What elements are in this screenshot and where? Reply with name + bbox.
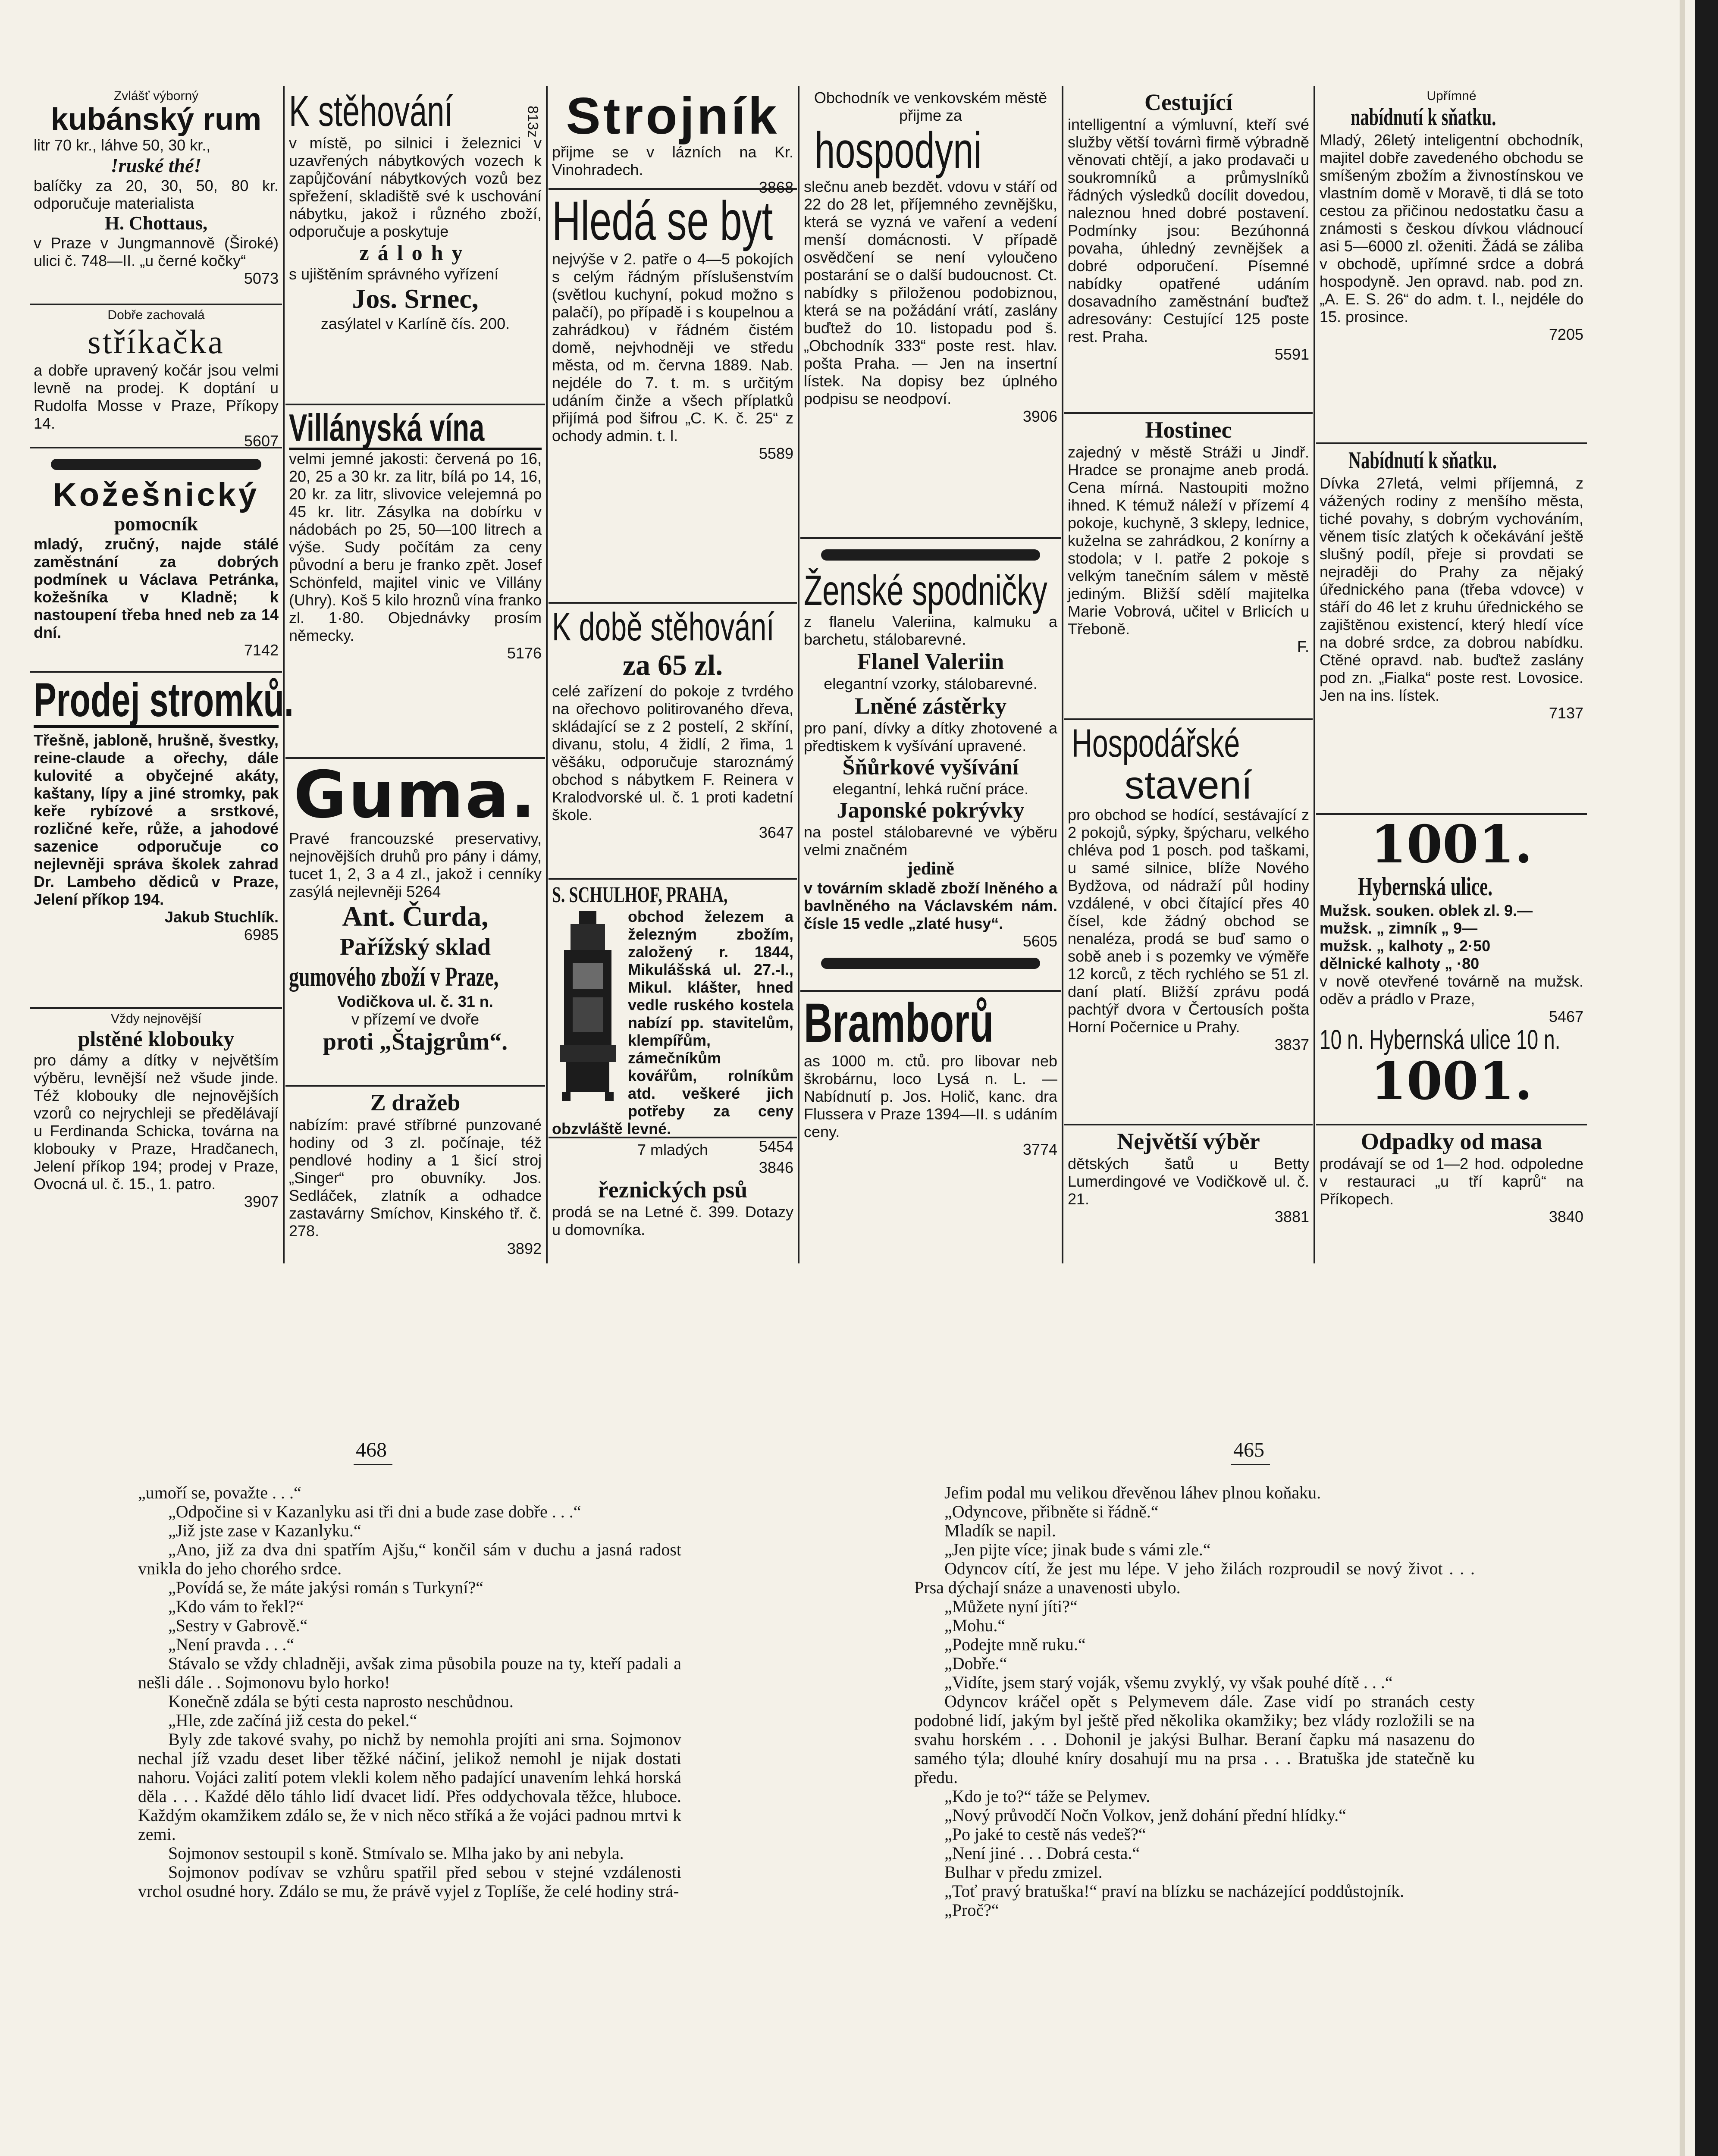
decorative-rule (821, 958, 1040, 969)
ad-text: prodávají se od 1—2 hod. odpoledne v restauraci „u tří kaprů“ na Příkopech. (1320, 1155, 1583, 1208)
ad-strojnik (549, 86, 797, 196)
ad-kicker: 7 mladých (637, 1141, 709, 1159)
ad-title: Hospodářské (1071, 721, 1240, 765)
ad-column-3 (549, 86, 797, 1263)
ad-title: K stěhování (289, 87, 453, 135)
advertisement-section (30, 86, 1587, 1263)
paragraph: „Povídá se, že máte jakýsi román s Turkyní?“ (168, 1578, 483, 1597)
ad-title: hospodyni (815, 122, 982, 179)
column-rule (546, 86, 548, 1263)
paragraph: „Mohu.“ (944, 1616, 1006, 1635)
paragraph: „Již jste zase v Kazanlyku.“ (168, 1521, 361, 1540)
paragraph: Konečně zdála se býti cesta naprosto neschůdnou. (168, 1692, 514, 1711)
ad-rezniccy-psi (549, 1138, 797, 1255)
ad-title: 1001. (1370, 814, 1533, 875)
ad-text: celé zařízení do pokoje z tvrdého na ořechovo politirovaného dřeva, skládající se z 2 postelí, 2 skříní, divanu, stolu, 4 židlí, 2 řima, 1 věšáku, odporučuje staroznámý obchod s nábytkem F. Reinera v Kralodvorské ul. č. 1 proti kadetní škole. (552, 682, 793, 824)
ad-text: pro obchod se hodící, sestávající z 2 pokojů, sýpky, špýcharu, velkého chléva pod 1 posch. pod taškami, u samé silnice, blíže Nového Bydžova, od nádraží půl hodiny vzdálené, v obci čítající přes 40 čísel, kde žádný obchod se nenaléza, prodá se buď samo o sobě aneb i s pozemky ve výměře 12 korců, z těch rychlého se 51 zl. daní platí. Bližší zprávu podá pachtýř dvora v Čertousích pošta Horní Počernice u Prahy. (1068, 806, 1309, 1036)
ad-subtitle: zálohy (359, 241, 471, 265)
paragraph: „Toť pravý bratuška!“ praví na blízku se nacházející poddůstojník. (944, 1881, 1404, 1901)
ad-number: 7137 (1549, 704, 1583, 722)
ad-emphasis: jedině (907, 859, 954, 879)
ad-text: litr 70 kr., láhve 50, 30 kr., (34, 136, 211, 154)
ad-number: 7142 (244, 641, 279, 659)
ad-number: 5605 (1022, 932, 1057, 950)
ad-text: v místě, po silnici i železnici v uzavřených nábytkových vozech k zapůjčování nábytkových vozů bez spřežení, skladiště své k uschování nábytku, jakož i různého zboží, odporučuje a poskytuje (289, 134, 542, 240)
ad-cestujici (1064, 86, 1313, 414)
ad-subtitle: pomocník (114, 512, 198, 535)
ad-title: stříkačka (88, 323, 225, 360)
ad-title: Hledá se byt (552, 190, 773, 252)
ad-text: balíčky za 20, 30, 50, 80 kr. odporučuje materialista (34, 176, 279, 212)
ad-title: Hostinec (1145, 417, 1232, 443)
ad-number: 3774 (1022, 1141, 1057, 1159)
ad-kicker: Upřímné (1426, 89, 1477, 103)
ad-number: 7205 (1549, 326, 1583, 343)
ad-text: dětských šatů u Betty Lumerdingové ve Vodičkově ul. č. 21. (1068, 1155, 1309, 1208)
ad-text: as 1000 m. ctů. pro libovar neb škrobárnu, loco Lysá n. L. — Nabídnutí p. Jos. Holič, kanc. dra Flussera v Praze 1394—II. s udáním ceny. (804, 1052, 1057, 1141)
ad-brambory (800, 992, 1061, 1220)
ad-title: kubánský rum (50, 102, 262, 137)
ad-number: 5589 (759, 445, 793, 463)
paragraph: Byly zde takové svahy, po nichž by nemohla projíti ani srna. Sojmonov nechal jíž vzadu deset liber těžké náčiní, jelikož nemohl je nijak dostati nahoru. Vojáci zalití potem vlekli kolem něho padající unavením lehká horská děla . . . Každé dělo táhlo lidí dvacet lidí. Přes oddychovala těžce, hluboce. Každým okamžikem zdálo se, že v nich něco stříká a že vojáci padnou mrtvi k zemi. (138, 1730, 681, 1844)
ad-villanyska-vina (285, 405, 545, 759)
page-number-right: 465 (1233, 1438, 1264, 1461)
ad-hospodyne (800, 86, 1061, 539)
paragraph: „Sestry v Gabrově.“ (168, 1616, 308, 1635)
ad-kicker: Zvlášť výborný (113, 89, 199, 103)
ad-text: pro paní, dívky a dítky zhotovené a předtiskem k vyšívání upravené. (804, 719, 1057, 755)
ad-text: Třešně, jabloně, hrušně, švestky, reine-claude a ořechy, dále kulovité a obyčejné akáty, kaštany, lípy a jiné stromky, pak keře rybízové a srstkové, rozličné keře, růže, a jahodové sazenice odporučuje co nejlevněji správa školek zahrad Dr. Lambeho dědiců v Praze, Jelení příkop 194. (34, 731, 279, 908)
ad-title: Strojník (566, 87, 780, 145)
ad-title: K době stěhování (552, 605, 774, 649)
paragraph: „Odyncove, přibněte si řádně.“ (944, 1502, 1159, 1521)
paragraph: Stávalo se vždy chladněji, avšak zima působila pouze na ty, kteří padali a nešli dále . . Sojmonovu bylo horko! (138, 1654, 681, 1692)
paragraph: Mladík se napil. (944, 1521, 1056, 1540)
ad-text: na postel stálobarevné ve výběru velmi značném (804, 823, 1057, 859)
ad-subtitle: Šňůrkové vyšívání (842, 755, 1019, 780)
ad-zenske-spodnicky (800, 539, 1061, 992)
paragraph: „Podejte mně ruku.“ (944, 1635, 1086, 1654)
ad-number: 3907 (244, 1193, 279, 1210)
ad-text: prodá se na Letné č. 399. Dotazy u domovníka. (552, 1203, 793, 1238)
ad-price-row: mužsk. „ zimník „ 9— (1320, 919, 1478, 937)
ad-text: zasýlatel v Karlíně čís. 200. (320, 315, 510, 332)
ad-text: s ujištěním správného vyřízení (289, 265, 499, 283)
paragraph: „Není pravda . . .“ (168, 1635, 295, 1654)
ad-side-number: 813z (524, 105, 541, 138)
ad-uprimne-nabidnuti (1316, 86, 1587, 444)
ad-subtitle: Flanel Valeriin (857, 648, 1004, 674)
ad-subtitle: Pařížský sklad (339, 933, 491, 960)
ad-kicker: Vždy nejnovější (110, 1012, 202, 1026)
ad-text: a dobře upravený kočár jsou velmi levně na prodej. K doptání u Rudolfa Mosse v Praze, Příkopy 14. (34, 361, 279, 432)
ad-subtitle: proti „Štajgrům“. (323, 1028, 508, 1055)
ad-hybernska-1001 (1316, 815, 1587, 1125)
ad-text: nejvýše v 2. patře o 4—5 pokojích s celým řádným příslušenstvím (světlou kuchyní, pokud možno s palačí), po případě i s koupelnou a zahrádkou) v řádném čistém domě, nejvhodněji ve středu města, od m. června 1889. Nab. nejdéle do 7. t. m. s určitým udáním činže a všech příplatků přijímá pod šifrou „C. K. č. 25“ z ochody admin. t. l. (552, 250, 793, 445)
ad-number: 3846 (759, 1159, 793, 1176)
paragraph: „Není jiné . . . Dobrá cesta.“ (944, 1843, 1140, 1863)
ad-text: obchod železem a železným zbožím, založený r. 1844, Mikulášská ul. 27.-I., Mikul. klášter, hned vedle ruského kostela nabízí pp. stavitelům, klempířům, zámečníkům kovářům, rolníkům atd. veškeré jich potřeby za ceny obzvláště levné. (552, 908, 793, 1138)
ad-column-5 (1064, 86, 1313, 1263)
ad-text: Obchodník ve venkovském městě přijme za (814, 89, 1047, 124)
ad-text: v továrním skladě zboží lněného a bavlněného na Václavském nám. čísle 15 vedle „zlaté husy“. (804, 879, 1057, 932)
ad-klobouky (30, 1009, 282, 1263)
ad-number: 3647 (759, 823, 793, 841)
ad-title: S. SCHULHOF, PRAHA, (552, 883, 728, 907)
ad-number: 3837 (1274, 1036, 1309, 1054)
ad-title: Villányská vína (289, 406, 485, 449)
ad-number: 3906 (1022, 407, 1057, 425)
ad-odpadky-od-masa (1316, 1125, 1587, 1263)
ad-number: 5454 (759, 1138, 793, 1155)
ad-hleda-se-byt (549, 190, 797, 604)
ad-prodej-stromku (30, 673, 294, 1009)
paragraph: Sojmonov sestoupil s koně. Stmívalo se. Mlha jako by ani nebyla. (168, 1843, 624, 1863)
column-rule (1314, 86, 1315, 1263)
ad-text: intelligentní a výmluvní, kteří své služby větší továrnì firmě výbradně věnovati chtějí, a jako prodavači u soukromníků a průmyslníků řádných výsledků docílit dovedou, naleznou hned dobré postavení. Podmínky jsou: Bezúhonná povaha, úhledný zevnějšek a dobré odporučení. Písemné nabídky opatřené udáním dosavadního zaměstnání buďtež adresovány: Cestující 125 poste rest. Praha. (1068, 116, 1309, 345)
paragraph: „Dobře.“ (944, 1654, 1007, 1673)
ad-kicker: Dobře zachovalá (107, 308, 205, 322)
ad-text: Vodičkova ul. č. 31 n. (337, 992, 493, 1010)
ad-subtitle: gumového zboží v Praze, (289, 961, 499, 992)
ad-text: z flanelu Valeriina, kalmuku a barchetu, stálobarevné. (804, 612, 1057, 648)
ad-price-row: mužsk. „ kalhoty „ 2·50 (1320, 937, 1491, 955)
ad-name: H. Chottaus, (104, 212, 208, 234)
ad-kozesnicky (30, 448, 282, 673)
ad-hospodarske-staveni (1064, 720, 1313, 1125)
ad-nabidnuti-k-snatku (1316, 444, 1587, 815)
ad-nejvetsi-vyber (1064, 1125, 1313, 1263)
ad-text: elegantní vzorky, stálobarevné. (824, 674, 1038, 693)
paragraph: Bulhar v předu zmizel. (944, 1862, 1103, 1882)
page-edge (1680, 0, 1685, 2156)
ad-column-1 (30, 86, 294, 1263)
ad-number: 5467 (1549, 1008, 1583, 1025)
ad-z-drazeb (285, 1087, 545, 1263)
decorative-rule (51, 459, 261, 470)
ad-number: 6985 (244, 925, 279, 943)
ad-subtitle: !ruské thé! (110, 154, 202, 176)
ad-sign: Jakub Stuchlík. (164, 908, 279, 926)
ad-subtitle: Japonské pokrývky (837, 798, 1025, 823)
ad-rum (30, 86, 282, 305)
ad-title: Největší výběr (1117, 1128, 1260, 1154)
ad-column-6 (1316, 86, 1587, 1263)
ad-text: slečnu aneb bezdět. vdovu v stáří od 22 do 28 let, příjemného zevnějšku, která se vyzná ve vaření a vedení menší domácnosti. V případě osvědčení se není vyloučeno postarání se o další budoucnost. Ct. nabídky s přiloženou podobiznou, která se na požádání vrátí, zaslány buďtež do 10. listopadu pod š. „Obchodník 333“ poste rest. hlav. pošta Praha. — Jen na insertní lístek. Na dopisy bez úplného podpisu se neodpoví. (804, 177, 1057, 407)
ad-text: v nově otevřené továrně na mužsk. oděv a prádlo v Praze, (1320, 972, 1583, 1008)
paragraph: „Po jaké to cestě nás vedeš?“ (944, 1824, 1146, 1844)
ad-title: Prodej stromků. (34, 674, 294, 727)
paragraph: „Kdo je to?“ táže se Pelymev. (944, 1786, 1151, 1806)
ad-name: Jos. Srnec, (352, 283, 479, 314)
ad-subtitle: za 65 zl. (622, 648, 723, 681)
paragraph: „Nový průvodčí Nočn Volkov, jenž dohání přední hlídky.“ (944, 1805, 1347, 1825)
ad-strikacka (30, 305, 282, 448)
ad-title: plstěné klobouky (78, 1027, 235, 1051)
ad-hostinec (1064, 414, 1313, 720)
ad-number: 3840 (1549, 1208, 1583, 1225)
ad-column-2 (285, 86, 545, 1263)
ad-title: Kožešnický (53, 476, 260, 513)
ad-title: Cestující (1144, 89, 1232, 115)
ad-number: 3881 (1274, 1208, 1309, 1225)
paragraph: „Jen pijte více; jinak bude s vámi zle.“ (944, 1540, 1211, 1559)
paragraph: Jefim podal mu velikou dřevěnou láhev plnou koňaku. (944, 1483, 1321, 1502)
ad-number: 3868 (759, 179, 793, 196)
paragraph: Sojmonov podívav se vzhůru spatřil před sebou v stejné vzdálenosti vrchol osudné hory. Zdálo se mu, že právě vyjel z Toplíše, že celé hodiny strá- (138, 1862, 681, 1901)
ad-number: 3892 (507, 1240, 542, 1257)
ad-name: Ant. Čurda, (342, 900, 489, 932)
left-page-text (138, 1483, 681, 1901)
stove-illustration (555, 911, 620, 1101)
paragraph: „Ano, již za dva dni spatřím Ajšu,“ končil sám v duchu a jasná radost vnikla do jeho chorého srdce. (138, 1540, 681, 1578)
ad-number: 5591 (1274, 345, 1309, 363)
paragraph: „Kdo vám to řekl?“ (168, 1597, 304, 1616)
ad-sign: F. (1297, 638, 1309, 655)
binding-spine (1695, 0, 1718, 2156)
column-rule (1062, 86, 1063, 1263)
ad-price-row: Mužsk. souken. oblek zl. 9.— (1320, 902, 1533, 919)
ad-title: Nabídnutí k sňatku. (1348, 447, 1497, 474)
ad-title: 1001. (1370, 1051, 1533, 1112)
ad-text: v přízemí ve dvoře (351, 1010, 480, 1028)
folio-rule (354, 1464, 392, 1465)
paragraph: „Proč?“ (944, 1900, 999, 1920)
ad-title: řeznických psů (598, 1177, 748, 1203)
paragraph: „Můžete nyní jíti?“ (944, 1597, 1078, 1616)
ad-text: velmi jemné jakosti: červená po 16, 20, 25 a 30 kr. za litr, bílá po 14, 16, 20 kr. za litr, slivovice velejemná po 45 kr. litr. Zásylka na dobírku v nádobách po 25, 50—100 litrech a výše. Sudy počítám za ceny původní a beru je franko zpět. Josef Schönfeld, majitel vinic ve Villány (Uhry). Koš 5 kilo hroznů vína franko zl. 1·80. Objednávky prosím německy. (289, 450, 542, 645)
decorative-rule (821, 549, 1040, 561)
ad-title: Ženské spodničky (804, 567, 1047, 614)
page-number-left: 468 (356, 1438, 387, 1461)
ad-text: Mladý, 26letý inteligentní obchodník, majitel dobře zavedeného obchodu se smíšeným zbožím a živnostínskou ve vlastním domě v Moravě, ti dlá se toto cestou za přičinou nedostatku času a známosti s českou dívkou vládnoucí asi 5—6000 zl. oženiti. Žádá se záliba v obchodě, upřímné srdce a dobrá hospodyně. Jen opravd. nab. pod zn. „A. E. S. 26“ do adm. t. l., nejdéle do 15. prosince. (1320, 131, 1583, 326)
ad-title: nabídnutí k sňatku. (1350, 104, 1496, 131)
ad-text: přijme se v lázních na Kr. Vinohradech. (552, 143, 793, 179)
paragraph: „Vidíte, jsem starý voják, všemu zvyklý, vy však pouhé dítě . . .“ (944, 1673, 1393, 1692)
ad-text: mladý, zručný, najde stálé zaměstnání za dobrých podmínek u Václava Petránka, kožešníka v Kladně; k nastoupení třeba hned neb za 14 dní. (34, 535, 279, 641)
ad-column-4 (800, 86, 1061, 1263)
folio-rule (1231, 1464, 1270, 1465)
ad-title-line2: stavení (1124, 763, 1253, 807)
ad-title: Bramborů (804, 992, 994, 1054)
ad-text: elegantní, lehká ruční práce. (832, 780, 1029, 798)
ad-text: Dívka 27letá, velmi příjemná, z vážených rodiny z menšího města, tiché povahy, s dobrým vychováním, věnem tisíc zlatých k očekávání ještě slušný podíl, přeje si provdati se nejraději do Prahy za nějaký úřednického pana (třeba vdovce) v stáří do 46 let z kruhu úřednického se zajištěnou existencí, který hledí více na dobré srdce, za dobrou nabídku. Ctěné opravd. nab. buďtež zaslány pod zn. „Fialka“ poste rest. Lovosice. Jen na ins. lístek. (1320, 474, 1583, 704)
ad-title: Guma. (293, 758, 537, 833)
ad-price-row: dělnické kalhoty „ ·80 (1320, 955, 1480, 972)
right-page-text (914, 1483, 1475, 1920)
ad-number: 5176 (507, 644, 542, 662)
ad-k-dobe-stehovani (549, 604, 797, 880)
ad-text: zajedný v městě Stráži u Jindř. Hradce se pronajme aneb prodá. Cena mírná. Nastoupiti možno ihned. K témuž náleží v přízemí 4 pokoje, kuchyně, 3 sklepy, lednice, kuželna se zahrádkou, 2 konírny a stodola; v I. patře 2 pokoje s velkým tanečním sálem v městě jediným. Bližší sdělí majitelka Marie Vobrová, učitel v Brlicích u Třeboně. (1068, 443, 1309, 638)
paragraph: „Hle, zde začíná již cesta do pekel.“ (168, 1711, 417, 1730)
ad-text: Pravé francouzské preservativy, nejnovějších druhů pro pány i dámy, tucet 1, 2, 3 a 4 zl., jakož i cenníky zasýlá nejlevněji 5264 (289, 829, 542, 900)
ad-text: pro dámy a dítky v největším výběru, levnější než všude jinde. Též klobouky dle nejnovějších vzorů co nejrychleji se předělávají u Ferdinanda Schicka, továrna na klobouky v Praze, Hradčanech, Jelení příkop 194; prodej v Praze, Ovocná ul. č. 15., 1. patro. (34, 1051, 279, 1193)
ad-k-stehovani (285, 86, 545, 405)
paragraph: „umoří se, považte . . .“ (138, 1483, 301, 1502)
ad-title: Z dražeb (370, 1090, 461, 1116)
paragraph: Odyncov kráčel opět s Pelymevem dále. Zase vidí po stranách cesty podobné lidí, jakým byl ještě před několika okamžiky; bez vlády rozložili se na svahu horském . . . Dohonil je jakýsi Bulhar. Beraní čapku má nasazenu do samého týla; dlouhé kníry dosahují mu na prsa . . . Bratuška jde statečně ku předu. (914, 1692, 1475, 1787)
ad-number: 5073 (244, 269, 279, 287)
ad-subtitle: Lněné zástěrky (854, 693, 1007, 719)
paragraph: Odyncov cítí, že jest mu lépe. V jeho žilách rozproudil se nový život . . . Prsa dýchají snáze a unavenosti ubylo. (914, 1559, 1475, 1597)
ad-guma (285, 759, 545, 1087)
paragraph: „Odpočine si v Kazanlyku asi tři dni a bude zase dobře . . .“ (168, 1502, 581, 1521)
ad-text: nabízím: pravé stříbrné punzované hodiny od 3 zl. počínaje, též pendlové hodiny a 1 šicí stroj „Singer“ pro obuvníky. Jos. Sedláček, zlatník a odhadce zastavárny Smíchov, Kinského tř. č. 278. (289, 1116, 542, 1240)
ad-subtitle: Hybernská ulice. (1358, 872, 1493, 901)
ad-title: Odpadky od masa (1361, 1128, 1542, 1154)
ad-address: 10 n. Hybernská ulice 10 n. (1320, 1024, 1561, 1055)
ad-text: v Praze v Jungmannově (Široké) ulici č. 748—II. „u černé kočky“ (34, 234, 279, 270)
ad-number: 5607 (244, 432, 279, 450)
column-rule (798, 86, 799, 1263)
